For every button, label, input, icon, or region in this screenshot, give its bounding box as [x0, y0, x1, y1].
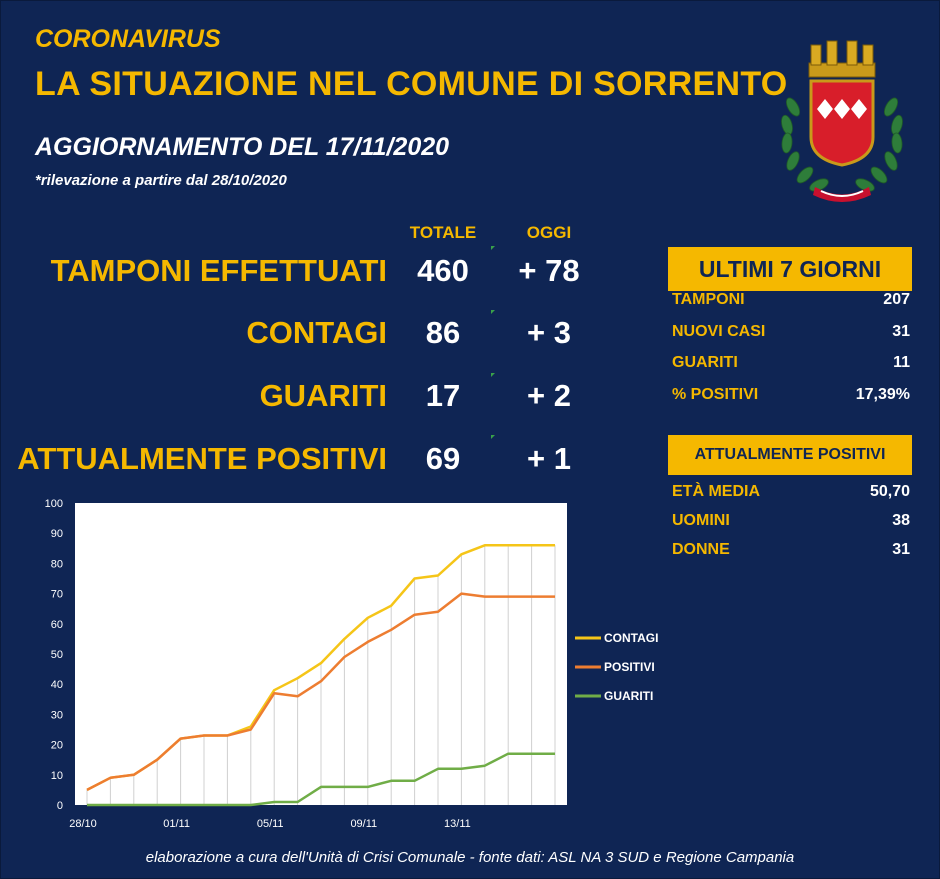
stat-total-tamponi: 460: [417, 253, 469, 288]
y-tick-label: 80: [50, 558, 63, 571]
last7-label: % POSITIVI: [672, 386, 759, 403]
y-tick-label: 30: [50, 709, 63, 722]
legend-label: GUARITI: [604, 689, 654, 703]
cases-line-chart: [29, 493, 669, 833]
y-tick-label: 40: [50, 679, 63, 692]
x-tick-label: 28/10: [69, 818, 97, 830]
positives-label: UOMINI: [672, 512, 730, 529]
positives-value: 31: [892, 541, 910, 558]
cell-marker: [491, 373, 495, 377]
column-header-total: TOTALE: [409, 223, 477, 242]
y-tick-label: 60: [50, 618, 63, 631]
x-tick-label: 05/11: [256, 818, 284, 830]
stat-today-guariti: + 2: [527, 378, 571, 413]
x-tick-label: 13/11: [444, 818, 471, 830]
stat-label-positivi: ATTUALMENTE POSITIVI: [17, 441, 387, 476]
header-subtitle: CORONAVIRUS: [35, 25, 221, 53]
y-tick-label: 0: [56, 800, 63, 812]
update-date: AGGIORNAMENTO DEL 17/11/2020: [35, 133, 450, 161]
y-tick-label: 20: [50, 739, 63, 752]
survey-note: *rilevazione a partire dal 28/10/2020: [35, 172, 287, 189]
stat-total-contagi: 86: [425, 315, 461, 350]
positives-label: DONNE: [672, 541, 730, 558]
footer-source: elaborazione a cura dell'Unità di Crisi Comunale - fonte dati: ASL NA 3 SUD e Regione Campania: [145, 849, 795, 866]
last7-label: TAMPONI: [672, 291, 745, 308]
last7-label: NUOVI CASI: [672, 323, 766, 340]
stat-today-positivi: + 1: [527, 441, 571, 476]
page-title: LA SITUAZIONE NEL COMUNE DI SORRENTO: [35, 65, 788, 103]
y-tick-label: 100: [44, 498, 63, 510]
stat-today-contagi: + 3: [527, 315, 571, 350]
stat-label-contagi: CONTAGI: [246, 315, 387, 350]
positives-label: ETÀ MEDIA: [672, 483, 760, 500]
last7-label: GUARITI: [672, 354, 738, 371]
cell-marker: [491, 435, 495, 439]
y-tick-label: 70: [50, 588, 63, 601]
x-tick-label: 09/11: [350, 818, 378, 830]
stat-total-positivi: 69: [425, 441, 461, 476]
last7-value: 31: [892, 323, 910, 340]
stat-today-tamponi: + 78: [518, 253, 580, 288]
y-tick-label: 50: [50, 649, 63, 661]
y-tick-label: 10: [50, 769, 63, 782]
legend-label: POSITIVI: [604, 660, 655, 674]
x-tick-label: 01/11: [163, 818, 190, 830]
stat-total-guariti: 17: [425, 378, 461, 413]
stat-label-tamponi: TAMPONI EFFETTUATI: [50, 253, 387, 288]
positives-value: 50,70: [869, 483, 910, 500]
y-tick-label: 90: [50, 528, 63, 541]
last7-title: ULTIMI 7 GIORNI: [668, 247, 912, 291]
stat-label-guariti: GUARITI: [259, 378, 387, 413]
positives-title: ATTUALMENTE POSITIVI: [668, 435, 912, 475]
column-header-today: OGGI: [526, 223, 572, 242]
last7-value: 11: [893, 354, 910, 371]
last7-value: 207: [883, 291, 910, 308]
cell-marker: [491, 246, 495, 250]
legend-label: CONTAGI: [604, 631, 659, 645]
cell-marker: [491, 310, 495, 314]
coat-of-arms-icon: [775, 37, 909, 207]
last7-value: 17,39%: [855, 386, 910, 403]
positives-value: 38: [892, 512, 910, 529]
